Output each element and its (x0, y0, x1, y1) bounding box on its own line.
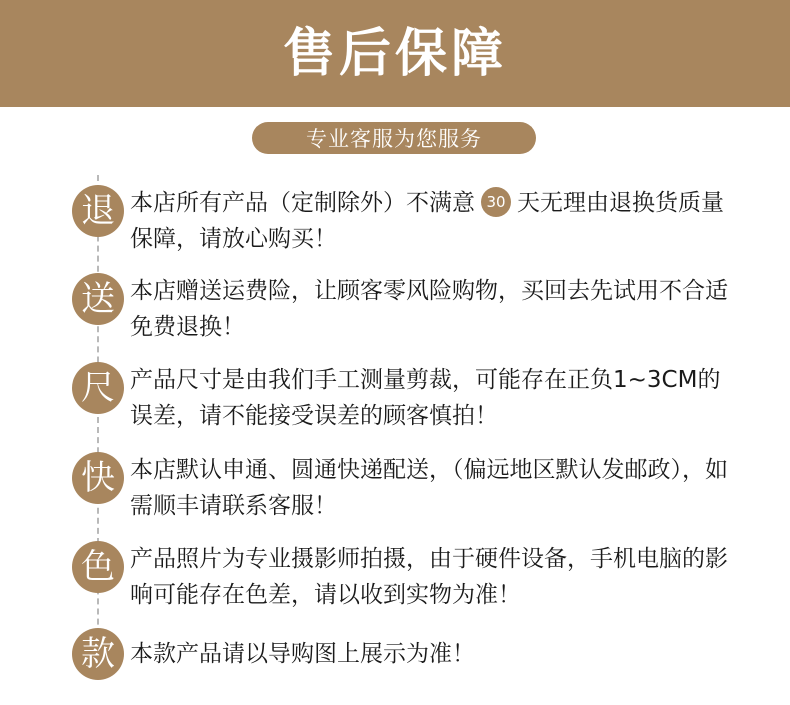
return-policy-text (130, 185, 730, 257)
page-title: 售后保障 (282, 23, 507, 84)
return-text-before: 本店所有产品（定制除外）不满意 (130, 190, 475, 216)
subtitle-badge: 专业客服为您服务 (252, 122, 536, 154)
color-policy-text: 产品照片为专业摄影师拍摄，由于硬件设备，手机电脑的影响可能存在色差，请以收到实物为准！ (130, 546, 728, 608)
delivery-policy-text: 本店默认申通、圆通快递配送，（偏远地区默认发邮政），如需顺丰请联系客服！ (130, 457, 728, 519)
header-banner (0, 0, 790, 107)
shipping-badge: 送 (72, 273, 124, 325)
color-badge: 色 (72, 541, 124, 593)
size-policy-text: 产品尺寸是由我们手工测量剪裁，可能存在正负1~3CM的误差，请不能接受误差的顾客慎拍！ (130, 367, 721, 429)
timeline-divider (97, 175, 99, 675)
shipping-policy-text: 本店赠送运费险，让顾客零风险购物，买回去先试用不合适免费退换！ (130, 278, 728, 340)
return-text-after: 天无理由退换货质量保障，请放心购买！ (130, 190, 724, 252)
style-policy-text: 本款产品请以导购图上展示为准！ (130, 641, 475, 667)
delivery-badge: 快 (72, 452, 124, 504)
return-badge: 退 (72, 185, 124, 237)
size-badge: 尺 (72, 362, 124, 414)
style-badge: 款 (72, 628, 124, 680)
days-number-badge: 30 (481, 187, 511, 217)
